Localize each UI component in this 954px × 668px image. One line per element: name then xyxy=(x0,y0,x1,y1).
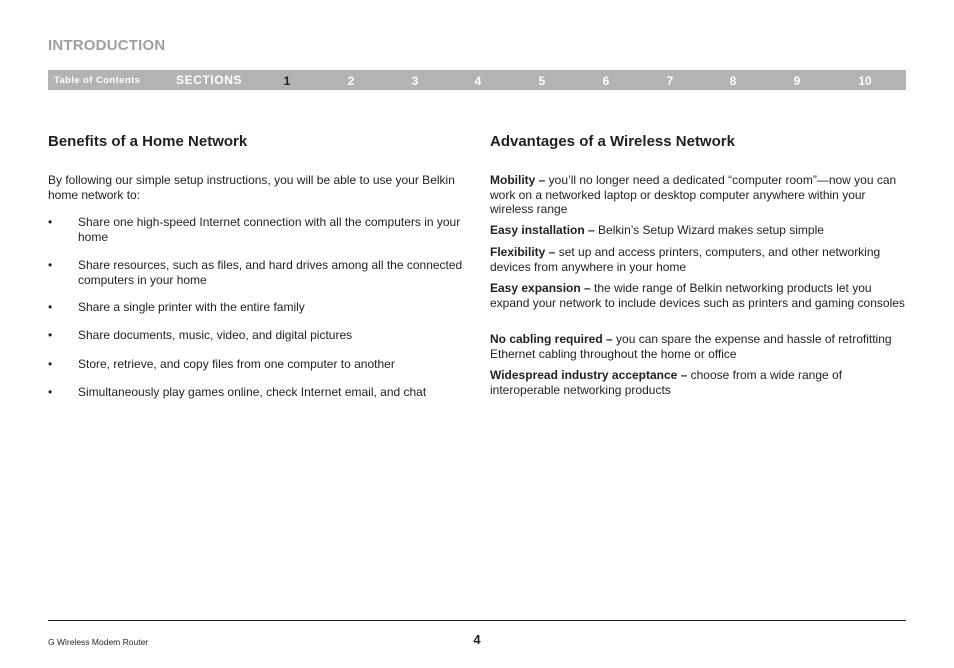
advantage-desc: set up and access printers, computers, and other networking devices from anywhere in your home xyxy=(490,245,881,274)
nav-section-10[interactable]: 10 xyxy=(858,74,872,88)
nav-section-3[interactable]: 3 xyxy=(411,74,419,88)
advantage-desc: choose from a wide range of interoperable networking products xyxy=(490,368,843,397)
advantage-item xyxy=(490,281,908,310)
list-item-text: Simultaneously play games online, check Internet email, and chat xyxy=(78,385,427,399)
nav-section-5[interactable]: 5 xyxy=(538,74,546,88)
nav-section-9[interactable]: 9 xyxy=(793,74,801,88)
bullet-icon: • xyxy=(48,357,53,371)
advantage-term: Mobility – xyxy=(490,173,546,187)
benefits-intro: By following our simple setup instructions, you will be able to use your Belkin home network to: xyxy=(48,173,455,202)
advantage-item xyxy=(490,245,908,274)
advantage-item xyxy=(490,368,908,397)
list-item xyxy=(48,357,468,372)
bullet-icon: • xyxy=(48,328,53,342)
advantage-desc: the wide range of Belkin networking products let you expand your network to include devices such as printers and gaming consoles xyxy=(490,281,905,310)
list-item xyxy=(48,258,468,287)
advantage-desc: you’ll no longer need a dedicated “computer room”—now you can work on a networked laptop or desktop computer anywhere within your wireless range xyxy=(490,173,897,216)
nav-section-1[interactable]: 1 xyxy=(283,74,291,88)
advantage-term: Easy installation – xyxy=(490,223,595,237)
advantage-term: Easy expansion – xyxy=(490,281,591,295)
nav-section-8[interactable]: 8 xyxy=(729,74,737,88)
advantage-term: No cabling required – xyxy=(490,332,613,346)
bullet-icon: • xyxy=(48,258,53,272)
table-of-contents-link[interactable]: Table of Contents xyxy=(54,75,141,86)
list-item xyxy=(48,300,468,315)
page-number: 4 xyxy=(473,632,481,647)
nav-section-2[interactable]: 2 xyxy=(347,74,355,88)
section-nav-bar xyxy=(48,70,906,90)
list-item-text: Share documents, music, video, and digital pictures xyxy=(78,328,353,342)
advantage-term: Widespread industry acceptance – xyxy=(490,368,688,382)
advantage-desc: you can spare the expense and hassle of retrofitting Ethernet cabling throughout the home or office xyxy=(490,332,892,361)
list-item-text: Share resources, such as files, and hard drives among all the connected computers in your home xyxy=(78,258,463,287)
advantages-heading: Advantages of a Wireless Network xyxy=(490,133,735,150)
advantage-desc: Belkin’s Setup Wizard makes setup simple xyxy=(594,223,824,237)
nav-section-4[interactable]: 4 xyxy=(474,74,482,88)
benefits-heading: Benefits of a Home Network xyxy=(48,133,248,150)
list-item-text: Store, retrieve, and copy files from one computer to another xyxy=(78,357,395,371)
footer-divider xyxy=(48,620,906,621)
list-item xyxy=(48,215,468,244)
section-heading: INTRODUCTION xyxy=(48,37,166,54)
advantage-item xyxy=(490,223,908,238)
sections-label: SECTIONS xyxy=(176,73,243,87)
list-item xyxy=(48,385,468,400)
advantage-term: Flexibility – xyxy=(490,245,556,259)
footer-product-name: G Wireless Modem Router xyxy=(48,637,149,647)
bullet-icon: • xyxy=(48,385,53,399)
nav-section-7[interactable]: 7 xyxy=(666,74,674,88)
list-item xyxy=(48,328,468,343)
bullet-icon: • xyxy=(48,215,53,229)
list-item-text: Share a single printer with the entire family xyxy=(78,300,305,314)
list-item-text: Share one high-speed Internet connection with all the computers in your home xyxy=(78,215,461,244)
nav-section-6[interactable]: 6 xyxy=(602,74,610,88)
advantage-item xyxy=(490,332,908,361)
advantage-item xyxy=(490,173,908,217)
bullet-icon: • xyxy=(48,300,53,314)
